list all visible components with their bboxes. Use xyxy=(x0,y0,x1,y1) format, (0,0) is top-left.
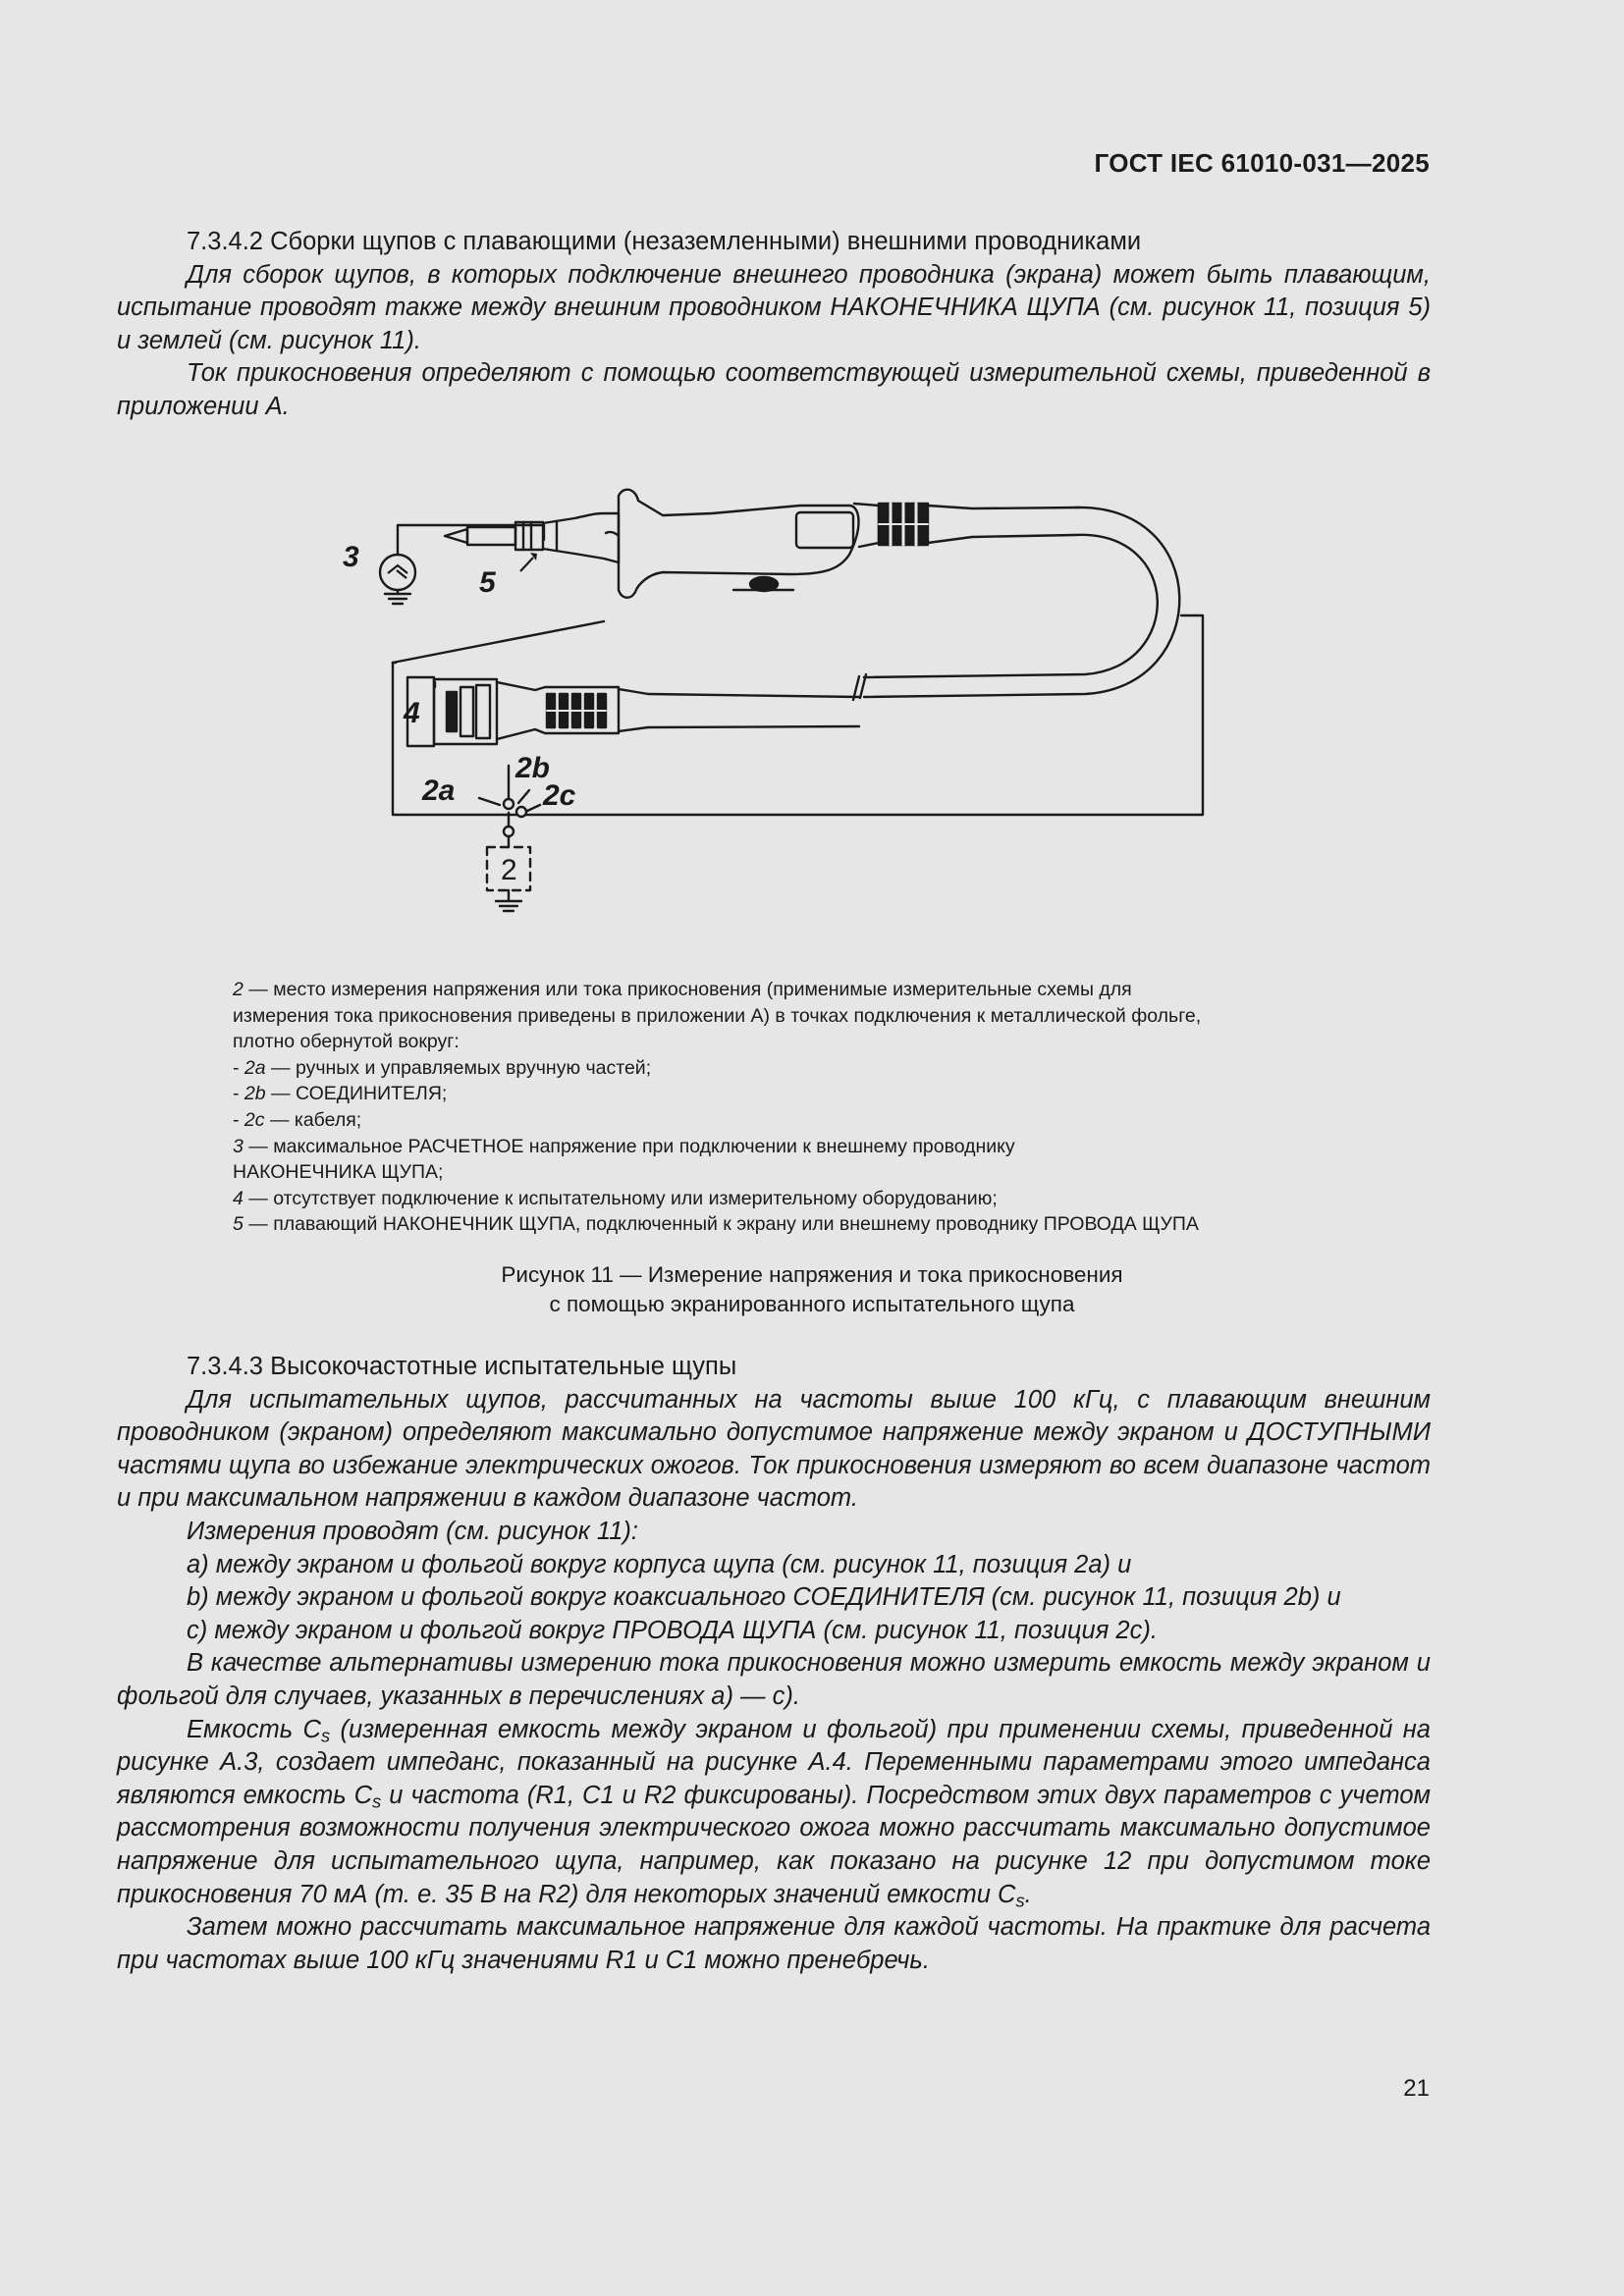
legend-item-3: 3 — максимальное РАСЧЕТНОЕ напряжение при подключении к внешнему проводнику xyxy=(233,1135,1015,1157)
page-number: 21 xyxy=(1403,2075,1430,2102)
list-item-b: b) между экраном и фольгой вокруг коаксиального СОЕДИНИТЕЛЯ (см. рисунок 11, позиция 2b) и xyxy=(187,1583,1341,1612)
caption-line-2: с помощью экранированного испытательного щупа xyxy=(549,1291,1075,1316)
figure-11-diagram xyxy=(343,476,1222,942)
section-7-3-4-3 xyxy=(117,1351,1431,1977)
section-heading: 7.3.4.2 Сборки щупов с плавающими (незаземленными) внешними проводниками xyxy=(187,228,1142,255)
label-2: 2 xyxy=(501,854,517,886)
paragraph: В качестве альтернативы измерению тока прикосновения можно измерить емкость между экраном и фольгой для случаев, указанных в перечислениях a) — c). xyxy=(117,1649,1431,1710)
label-5: 5 xyxy=(479,566,496,599)
legend-item-2-cont: измерения тока прикосновения приведены в приложении А) в точках подключения к металлической фольге, xyxy=(233,1004,1202,1027)
legend-item-2: 2 — место измерения напряжения или тока прикосновения (применимые измерительные схемы для xyxy=(233,979,1132,1000)
paragraph: Емкость $C_s$ (измеренная емкость между экраном и фольгой) при применении схемы, приведенной на рисунке А.3, создает импеданс, показанный на рисунке А.4. Переменными параметрами этого импеданса являются емкость $C_s$ и частота (R1, C1 и R2 фиксированы). Посредством этих двух параметров с учетом рассмотрения возможности получения электрического ожога можно рассчитать максимально допустимое напряжение для испытательного щупа, например, как показано на рисунке 12 при допустимом токе прикосновения 70 мА (т. е. 35 В на R2) для некоторых значений емкости $C_s$. xyxy=(117,1715,1431,1911)
legend-item-5: 5 — плавающий НАКОНЕЧНИК ЩУПА, подключенный к экрану или внешнему проводнику ПРОВОДА ЩУПА xyxy=(233,1213,1199,1236)
paragraph: Для сборок щупов, в которых подключение внешнего проводника (экрана) может быть плавающим, испытание проводят также между внешним проводником НАКОНЕЧНИКА ЩУПА (см. рисунок 11, позиция 5) и землей (см. рисунок 11). xyxy=(117,260,1431,354)
label-4: 4 xyxy=(404,697,420,729)
figure-legend xyxy=(233,977,1411,1238)
paragraph: Измерения проводят (см. рисунок 11): xyxy=(187,1517,638,1545)
list-item-a: a) между экраном и фольгой вокруг корпуса щупа (см. рисунок 11, позиция 2a) и xyxy=(187,1550,1132,1578)
legend-item-2b: - 2b — СОЕДИНИТЕЛЯ; xyxy=(233,1083,448,1105)
legend-item-2-cont: плотно обернутой вокруг: xyxy=(233,1031,460,1053)
section-7-3-4-2 xyxy=(117,226,1431,424)
section-heading: 7.3.4.3 Высокочастотные испытательные щупы xyxy=(187,1353,737,1380)
label-2c: 2c xyxy=(543,779,576,812)
paragraph: Затем можно рассчитать максимальное напряжение для каждой частоты. На практике для расчета при частотах выше 100 кГц значениями R1 и C1 можно пренебречь. xyxy=(117,1913,1431,1974)
caption-line-1: Рисунок 11 — Измерение напряжения и тока прикосновения xyxy=(501,1262,1123,1287)
label-3: 3 xyxy=(343,541,359,573)
document-header: ГОСТ IEC 61010-031—2025 xyxy=(1094,148,1430,178)
list-item-c: c) между экраном и фольгой вокруг ПРОВОДА ЩУПА (см. рисунок 11, позиция 2c). xyxy=(187,1616,1158,1644)
figure-caption xyxy=(0,1260,1624,1318)
legend-item-2a: - 2a — ручных и управляемых вручную частей; xyxy=(233,1056,652,1079)
label-2b: 2b xyxy=(515,752,551,784)
label-2a: 2a xyxy=(422,774,456,807)
paragraph: Ток прикосновения определяют с помощью соответствующей измерительной схемы, приведенной в приложении А. xyxy=(117,359,1431,420)
paragraph: Для испытательных щупов, рассчитанных на частоты выше 100 кГц, с плавающим внешним проводником (экраном) определяют максимально допустимое напряжение между экраном и ДОСТУПНЫМИ частями щупа во избежание электрических ожогов. Ток прикосновения измеряют во всем диапазоне частот и при максимальном напряжении в каждом диапазоне частот. xyxy=(117,1385,1431,1513)
legend-item-3-cont: НАКОНЕЧНИКА ЩУПА; xyxy=(233,1161,444,1184)
legend-item-2c: - 2c — кабеля; xyxy=(233,1108,362,1131)
legend-item-4: 4 — отсутствует подключение к испытательному или измерительному оборудованию; xyxy=(233,1187,998,1209)
